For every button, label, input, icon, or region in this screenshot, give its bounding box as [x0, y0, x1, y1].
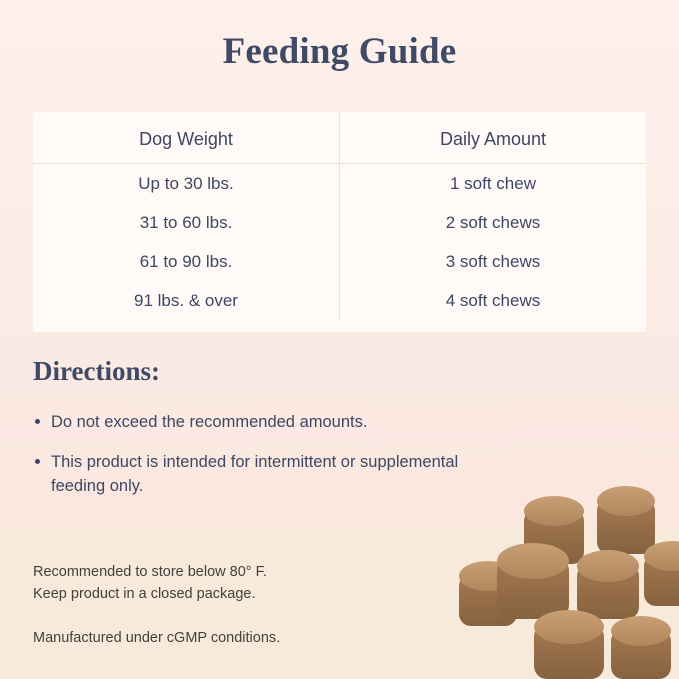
note-store-temperature: Recommended to store below 80° F.	[33, 564, 267, 580]
table-row	[33, 242, 646, 281]
table-row	[33, 164, 646, 204]
column-header-daily-amount: Daily Amount	[340, 112, 647, 164]
page-title-wrap	[0, 30, 679, 73]
cell-dog-weight: Up to 30 lbs.	[33, 164, 340, 204]
cell-dog-weight: 91 lbs. & over	[33, 281, 340, 320]
soft-chews-illustration	[349, 389, 679, 679]
cell-dog-weight: 61 to 90 lbs.	[33, 242, 340, 281]
storage-notes	[33, 561, 363, 649]
notes-spacer	[33, 605, 363, 627]
list-item-label: This product is intended for intermittent or supplemental feeding only.	[51, 453, 459, 495]
bullet-dot-icon	[35, 459, 40, 464]
bullet-dot-icon	[35, 419, 40, 424]
cell-dog-weight: 31 to 60 lbs.	[33, 203, 340, 242]
cell-daily-amount: 1 soft chew	[450, 174, 536, 193]
feeding-table-card	[33, 112, 646, 332]
directions-heading: Directions:	[33, 356, 160, 386]
cell-daily-amount: 3 soft chews	[445, 252, 541, 271]
column-header-dog-weight: Dog Weight	[33, 112, 340, 164]
feeding-table	[33, 112, 646, 320]
table-row	[33, 281, 646, 320]
list-item-label: Do not exceed the recommended amounts.	[51, 413, 368, 431]
table-row	[33, 203, 646, 242]
cell-daily-amount: 4 soft chews	[445, 291, 541, 310]
note-closed-package: Keep product in a closed package.	[33, 586, 256, 602]
note-cgmp: Manufactured under cGMP conditions.	[33, 630, 281, 646]
cell-daily-amount: 2 soft chews	[445, 213, 541, 232]
page-title: Feeding Guide	[222, 31, 457, 72]
table-header-row	[33, 112, 646, 164]
